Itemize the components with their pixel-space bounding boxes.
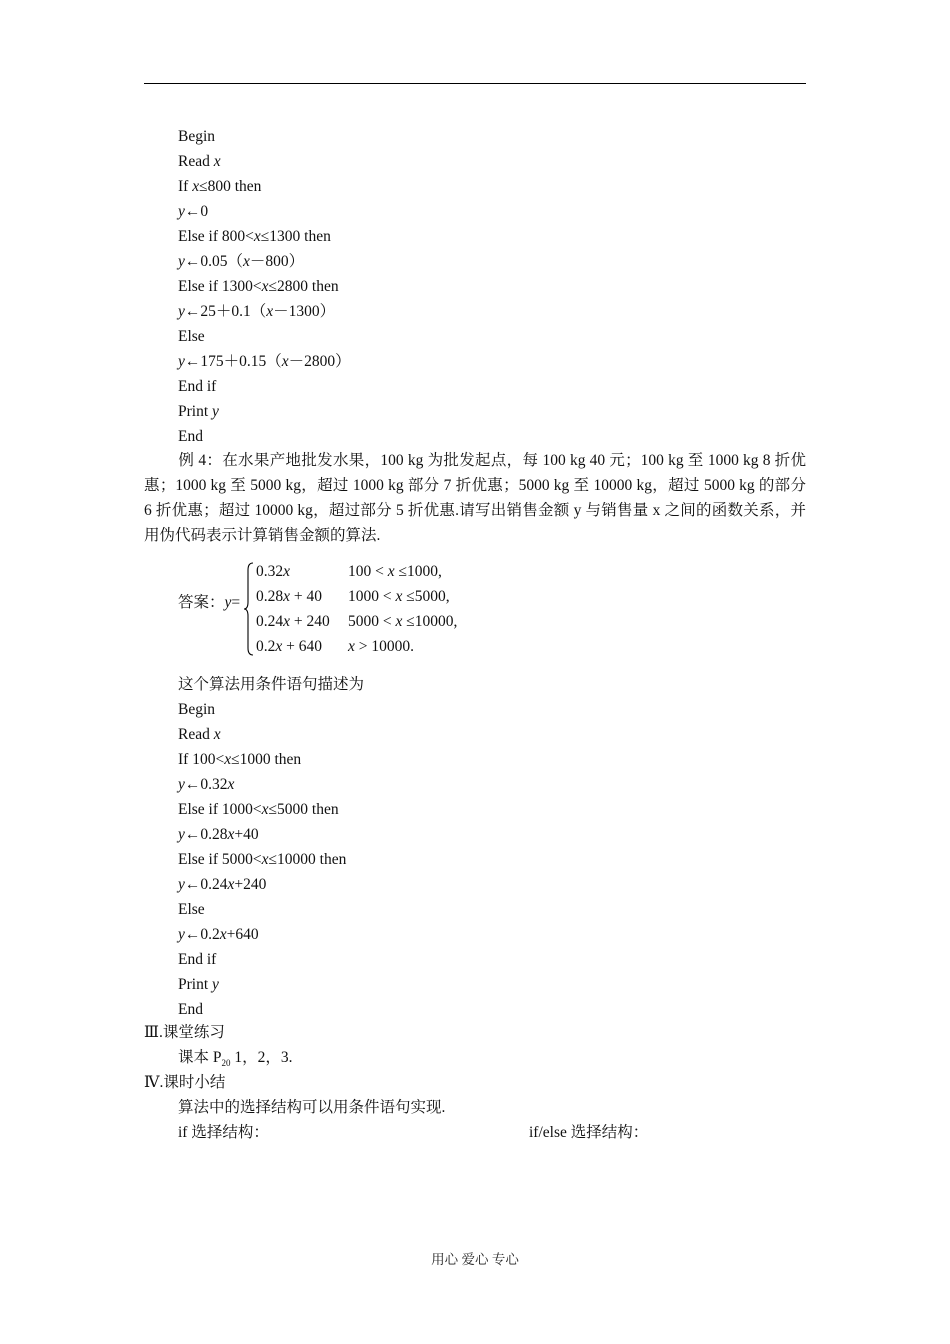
example-4-paragraph [144, 448, 806, 548]
summary-text: 算法中的选择结构可以用条件语句实现. [178, 1099, 446, 1116]
case-row [256, 613, 458, 631]
code-line: If x≤800 then [178, 178, 262, 195]
code-line: Else [178, 901, 205, 918]
code-line: y←0.24x+240 [178, 876, 267, 893]
practice-line [178, 1048, 293, 1073]
code-line: Else if 1000<x≤5000 then [178, 801, 339, 818]
page-footer: 用心 爱心 专心 [431, 1252, 519, 1267]
practice-page-subscript: 20 [221, 1058, 231, 1069]
case-row [256, 638, 415, 656]
section-3-heading: Ⅲ.课堂练习 [144, 1024, 225, 1041]
code-line: y←175＋0.15（x－2800） [178, 353, 351, 370]
answer-label: 答案：y= [178, 594, 241, 611]
ifelse-structure-label: if/else 选择结构： [529, 1124, 649, 1141]
section-4-heading: Ⅳ.课时小结 [144, 1074, 226, 1091]
algorithm-intro: 这个算法用条件语句描述为 [178, 676, 365, 693]
code-line: Read x [178, 153, 221, 170]
code-line: Print y [178, 976, 219, 993]
code-line: End if [178, 378, 217, 395]
code-line: Read x [178, 726, 221, 743]
if-structure-label: if 选择结构： [178, 1124, 269, 1141]
code-line: Print y [178, 403, 219, 420]
code-line: Else if 5000<x≤10000 then [178, 851, 347, 868]
left-brace-icon [244, 562, 254, 656]
case-expr: 0.28x + 40 [256, 588, 323, 605]
case-condition: 1000 < x ≤5000, [348, 588, 450, 605]
code-line: y←0.28x+40 [178, 826, 259, 843]
code-line: Else [178, 328, 205, 345]
code-line: y←0.32x [178, 776, 235, 793]
case-row [256, 588, 450, 606]
case-condition: 5000 < x ≤10000, [348, 613, 458, 630]
example-4-text: 例 4：在水果产地批发水果，100 kg 为批发起点，每 100 kg 40 元；100 kg 至 1000 kg 8 折优惠；1000 kg 至 5000 kg，超过 1000 kg 部分 7 折优惠；5000 kg 至 10000 kg，超过 5000 kg 的部分 6 折优惠；超过 10000 kg，超过部分 5 折优惠.请写出销售金额 y 与销售量 x 之间的函数关系，并用伪代码表示计算销售金额的算法. [144, 452, 806, 544]
code-line: End [178, 1001, 203, 1018]
case-expr: 0.2x + 640 [256, 638, 323, 655]
code-line: If 100<x≤1000 then [178, 751, 302, 768]
code-line: Begin [178, 128, 216, 145]
case-row [256, 563, 442, 581]
case-expr: 0.24x + 240 [256, 613, 330, 630]
header-rule [144, 83, 806, 84]
answer-piecewise [178, 560, 498, 660]
code-line: y←0 [178, 203, 209, 220]
code-line: y←0.05（x－800） [178, 253, 305, 270]
code-line: End if [178, 951, 217, 968]
case-condition: 100 < x ≤1000, [348, 563, 442, 580]
code-line: Else if 1300<x≤2800 then [178, 278, 339, 295]
case-expr: 0.32x [256, 563, 291, 580]
practice-exercises: 1，2，3. [230, 1049, 293, 1066]
code-line: Begin [178, 701, 216, 718]
code-line: y←25＋0.1（x－1300） [178, 303, 336, 320]
case-condition: x > 10000. [348, 638, 415, 655]
code-line: Else if 800<x≤1300 then [178, 228, 331, 245]
code-line: y←0.2x+640 [178, 926, 259, 943]
code-line: End [178, 428, 203, 445]
practice-prefix: 课本 P [178, 1049, 222, 1066]
